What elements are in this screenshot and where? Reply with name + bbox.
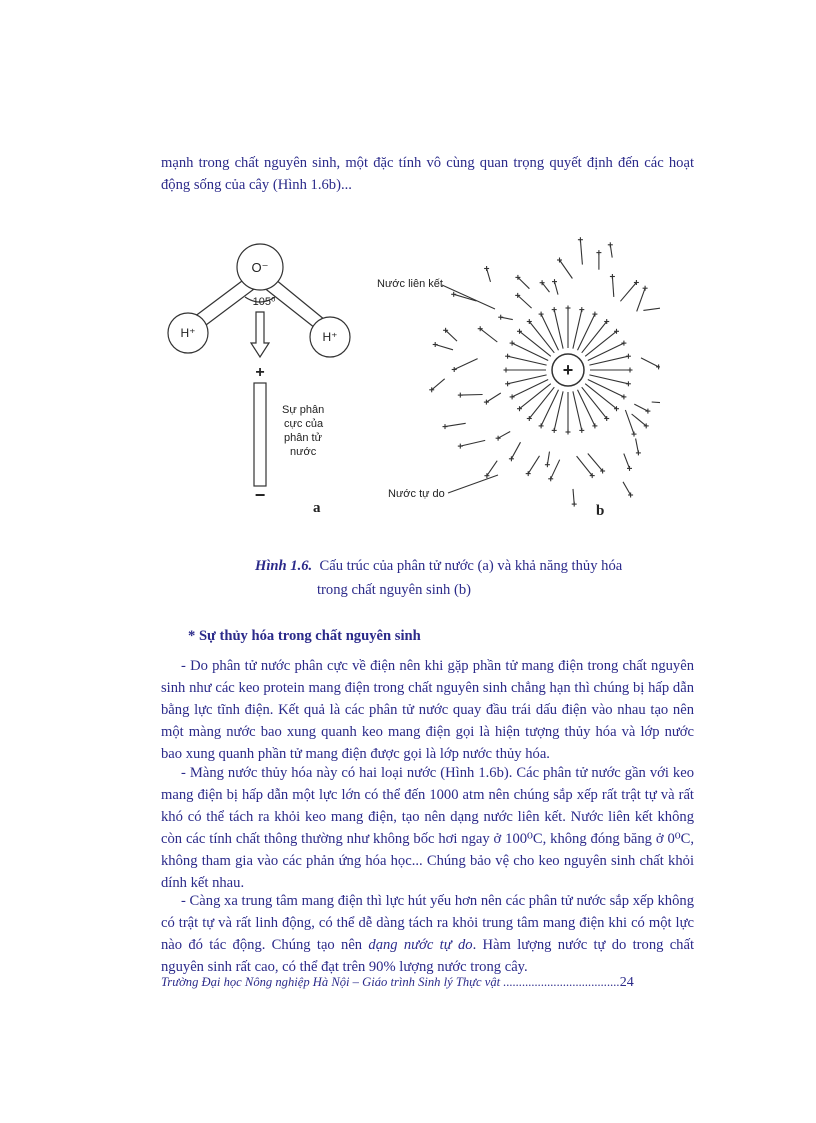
caption-line-1: Cấu trúc của phân tử nước (a) và khả năng thủy hóa: [319, 558, 623, 574]
figure-svg: [150, 225, 660, 525]
free-water-dipole: [445, 423, 466, 426]
hydrogen-left-label: H⁺: [180, 326, 196, 340]
bound-water-pointer: [442, 285, 495, 309]
free-water-dipole: [641, 358, 659, 367]
page-number: 24: [619, 975, 634, 990]
free-water-dipole: [632, 414, 647, 426]
free-water-dipole: [637, 288, 645, 311]
free-water-dipole: [588, 454, 603, 472]
free-water-dipole: [480, 329, 497, 342]
minus-sign: −: [254, 485, 266, 505]
free-water-dipole: [542, 283, 549, 292]
free-water-dipole: [634, 404, 648, 411]
free-water-dipole: [625, 410, 634, 434]
bound-water-dipole: [582, 322, 607, 353]
free-water-dipole: [528, 456, 539, 474]
caption-line-2: trong chất nguyên sinh (b): [317, 582, 472, 598]
figure-1-6: [150, 225, 660, 525]
paragraph-3-start: - Càng xa trung tâm mang điện thì lực hút yếu hơn nên các phân tử nước sắp xếp không có trật tự và rất linh động, có thể dễ dàng tách ra khỏi trung tâm mang điện khi có một lực nào đó tác động. Chúng tạo nên: [161, 893, 694, 953]
bound-water-dipole: [573, 391, 582, 430]
bond-left-outer: [190, 275, 250, 320]
free-water-pointer: [448, 475, 498, 493]
bound-water-dipole: [512, 343, 548, 360]
paragraph-1: - Do phân tử nước phân cực về điện nên khi gặp phần tử mang điện trong chất nguyên sinh như các keo protein mang điện trong chất nguyên sinh chẳng hạn thì chúng bị hấp dẫn bằng lực tĩnh điện. Kết quả là các phân tử nước quay đầu trái dấu điện vào nhau tạo nên một màng nước bao xung quanh keo mang điện gọi là hiện tượng thủy hóa và lớp nước bao xung quanh phần tử mang điện được gọi là lớp nước thủy hóa.: [161, 658, 694, 762]
panel-a-label: a: [313, 500, 321, 516]
oxygen-label: O⁻: [251, 260, 269, 275]
bound-water-dipole: [554, 310, 563, 349]
free-water-dipole: [652, 402, 660, 404]
bound-water-dipole: [589, 375, 628, 384]
bound-water-dipole: [529, 387, 554, 418]
dipole-arrow-icon: [251, 312, 269, 357]
free-water-dipole: [460, 395, 482, 396]
free-water-dipole: [435, 345, 453, 350]
hydrogen-right-label: H⁺: [322, 330, 338, 344]
polarity-line-4: nước: [290, 446, 317, 458]
section-heading: * Sự thủy hóa trong chất nguyên sinh: [188, 628, 421, 644]
free-water-dipole: [487, 269, 491, 282]
bound-water-dipole: [541, 314, 558, 350]
bound-water-dipole: [554, 391, 563, 430]
bound-water-dipole: [588, 380, 624, 397]
plus-sign: +: [255, 364, 265, 381]
free-water-dipole: [518, 277, 530, 288]
caption-label: Hình 1.6.: [255, 558, 313, 574]
free-water-dipole: [518, 295, 532, 308]
center-plus-sign: +: [562, 360, 574, 380]
intro-paragraph: mạnh trong chất nguyên sinh, một đặc tính vô cùng quan trọng quyết định đến các hoạt động sống của cây (Hình 1.6b)...: [161, 155, 694, 193]
free-water-dipole: [623, 482, 631, 495]
free-water-label: Nước tự do: [388, 488, 445, 500]
polarity-bar: [254, 383, 266, 486]
free-water-dipole: [511, 442, 520, 459]
paragraph-2: - Màng nước thủy hóa này có hai loại nước (Hình 1.6b). Các phân tử nước gần với keo mang điện bị hấp dẫn một lực lớn có thể đến 1000 atm nên chúng sắp xếp rất trật tự và rất khó có thể tách ra khỏi keo mang điện, tạo nên dạng nước liên kết. Nước liên kết không còn các tính chất thông thường như không bốc hơi ngay ở 100⁰C, không đóng băng ở 0⁰C, không tham gia vào các phản ứng hóa học... Chúng bảo vệ cho keo nguyên sinh chất khỏi dính kết nhau.: [161, 765, 694, 891]
free-water-dipole: [643, 308, 660, 311]
free-water-dipole: [487, 461, 497, 476]
bound-water-dipole: [520, 331, 551, 356]
polarity-line-2: cực của: [284, 418, 324, 430]
bound-water-dipole: [508, 356, 547, 365]
panel-b-label: b: [596, 503, 605, 519]
polarity-line-3: phân tử: [284, 432, 322, 444]
bound-water-dipole: [508, 375, 547, 384]
free-water-dipole: [460, 440, 485, 446]
bound-water-dipole: [588, 343, 624, 360]
bound-water-dipole: [578, 390, 595, 426]
bound-water-dipole: [541, 390, 558, 426]
free-water-dipole: [486, 393, 500, 402]
water-dipole-field: [429, 237, 660, 506]
bound-water-dipole: [578, 314, 595, 350]
free-water-dipole: [432, 379, 445, 390]
bound-water-dipole: [512, 380, 548, 397]
free-water-dipole: [624, 454, 630, 469]
paragraph-3: [161, 890, 694, 978]
paragraph-3-emphasis: dạng nước tự do: [368, 937, 473, 953]
angle-label: 105⁰: [252, 296, 276, 308]
bound-water-dipole: [573, 310, 582, 349]
free-water-dipole: [454, 359, 477, 370]
bound-water-dipole: [589, 356, 628, 365]
figure-caption: [255, 554, 675, 602]
free-water-dipole: [446, 330, 457, 341]
free-water-dipole: [580, 240, 582, 265]
bound-water-dipole: [582, 387, 607, 418]
bound-water-dipole: [585, 384, 616, 409]
page-footer: [161, 975, 701, 991]
free-water-dipole: [577, 456, 593, 476]
free-water-dipole: [620, 283, 636, 302]
paragraph-3-end: . Hàm lượng nước tự do trong chất nguyên sinh rất cao, có thể đạt trên 90% lượng nước trong cây.: [161, 937, 695, 975]
bound-water-label: Nước liên kết: [377, 278, 443, 290]
free-water-dipole: [551, 460, 560, 479]
polarity-line-1: Sự phân: [282, 404, 325, 416]
bound-water-dipole: [529, 322, 554, 353]
free-water-dipole: [612, 277, 613, 297]
free-water-dipole: [560, 260, 573, 279]
bound-water-dipole: [585, 331, 616, 356]
bound-water-dipole: [520, 384, 551, 409]
free-water-dipole: [498, 432, 510, 439]
footer-text: Trường Đại học Nông nghiệp Hà Nội – Giáo trình Sinh lý Thực vật .....................................: [161, 975, 620, 989]
